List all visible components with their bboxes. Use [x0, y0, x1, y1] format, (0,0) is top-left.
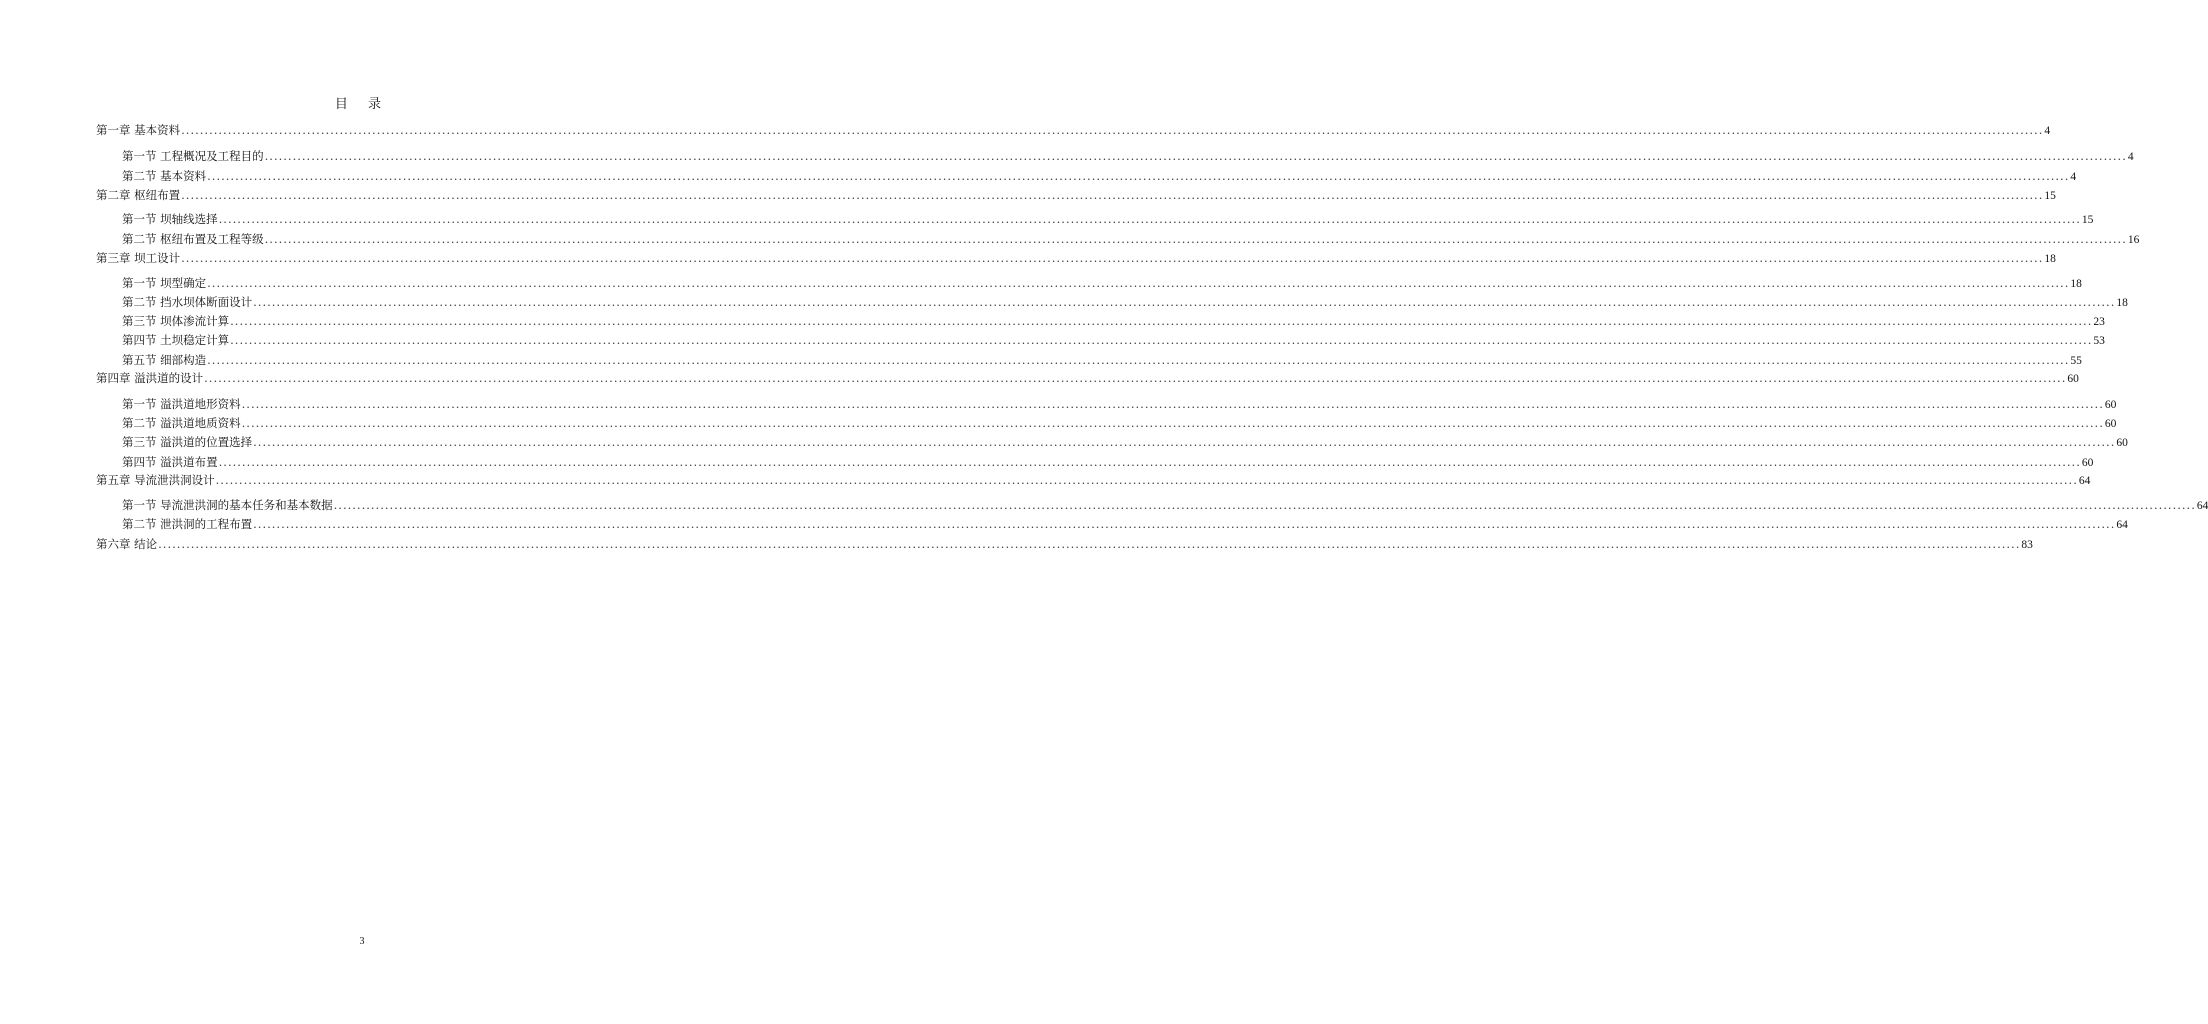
toc-dot-leader: ................................................................................................................................................................................................................................................................................................................................................................................................................ — [333, 498, 2196, 512]
toc-dot-leader: ................................................................................................................................................................................................................................................................................................................................................................................................................ — [264, 232, 2127, 246]
toc-chapter-entry[interactable] — [96, 122, 2051, 138]
toc-dot-leader: ................................................................................................................................................................................................................................................................................................................................................................................................................ — [204, 371, 2067, 385]
toc-dot-leader: ................................................................................................................................................................................................................................................................................................................................................................................................................ — [181, 123, 2044, 137]
toc-entry-page: 60 — [2116, 437, 2128, 449]
toc-entry-label: 第三节 坝体渗流计算 — [122, 314, 230, 328]
toc-section-entry[interactable] — [122, 294, 2128, 310]
toc-dot-leader: ................................................................................................................................................................................................................................................................................................................................................................................................................ — [207, 276, 2070, 290]
toc-entry-label: 第一节 导流泄洪洞的基本任务和基本数据 — [122, 498, 333, 512]
toc-entry-label: 第一章 基本资料 — [96, 123, 181, 137]
toc-entry-label: 第一节 坝型确定 — [122, 276, 207, 290]
toc-section-entry[interactable] — [122, 168, 2077, 184]
toc-dot-leader: ................................................................................................................................................................................................................................................................................................................................................................................................................ — [158, 537, 2021, 551]
toc-entry-page: 16 — [2127, 234, 2140, 246]
toc-entry-label: 第二章 枢纽布置 — [96, 188, 181, 202]
toc-entry-page: 60 — [2104, 399, 2117, 411]
toc-title: 目 录 — [334, 97, 390, 112]
toc-entry-label: 第二节 挡水坝体断面设计 — [122, 295, 253, 309]
toc-entry-page: 15 — [2081, 214, 2094, 226]
toc-section-entry[interactable] — [122, 396, 2117, 412]
toc-entry-page: 64 — [2078, 475, 2091, 487]
toc-entry-page: 60 — [2104, 418, 2117, 430]
toc-dot-leader: ................................................................................................................................................................................................................................................................................................................................................................................................................ — [230, 314, 2093, 328]
toc-entry-label: 第二节 泄洪洞的工程布置 — [122, 517, 253, 531]
toc-entry-page: 4 — [2070, 171, 2077, 183]
toc-section-entry[interactable] — [122, 454, 2094, 470]
toc-entry-label: 第三节 溢洪道的位置选择 — [122, 435, 253, 449]
toc-dot-leader: ................................................................................................................................................................................................................................................................................................................................................................................................................ — [253, 517, 2116, 531]
toc-section-entry[interactable] — [122, 211, 2094, 227]
toc-dot-leader: ................................................................................................................................................................................................................................................................................................................................................................................................................ — [181, 188, 2044, 202]
toc-dot-leader: ................................................................................................................................................................................................................................................................................................................................................................................................................ — [207, 169, 2070, 183]
toc-entry-page: 4 — [2127, 151, 2134, 163]
toc-entry-page: 64 — [2116, 519, 2128, 531]
toc-entry-label: 第五章 导流泄洪洞设计 — [96, 473, 215, 487]
toc-section-entry[interactable] — [122, 516, 2128, 532]
toc-chapter-entry[interactable] — [96, 250, 2056, 266]
toc-entry-page: 15 — [2044, 190, 2056, 202]
toc-entry-label: 第五节 细部构造 — [122, 353, 207, 367]
toc-section-entry[interactable] — [122, 313, 2105, 329]
toc-dot-leader: ................................................................................................................................................................................................................................................................................................................................................................................................................ — [181, 251, 2044, 265]
toc-entry-label: 第四节 溢洪道布置 — [122, 455, 218, 469]
toc-entry-label: 第一节 溢洪道地形资料 — [122, 397, 241, 411]
toc-entry-page: 18 — [2044, 253, 2056, 265]
toc-section-entry[interactable] — [122, 434, 2128, 450]
toc-entry-label: 第一节 坝轴线选择 — [122, 212, 218, 226]
toc-section-entry[interactable] — [122, 275, 2082, 291]
toc-entry-page: 18 — [2070, 278, 2082, 290]
toc-dot-leader: ................................................................................................................................................................................................................................................................................................................................................................................................................ — [218, 455, 2081, 469]
toc-dot-leader: ................................................................................................................................................................................................................................................................................................................................................................................................................ — [253, 295, 2116, 309]
toc-entry-label: 第二节 溢洪道地质资料 — [122, 416, 241, 430]
toc-dot-leader: ................................................................................................................................................................................................................................................................................................................................................................................................................ — [230, 333, 2093, 347]
toc-section-entry[interactable] — [122, 148, 2134, 164]
toc-dot-leader: ................................................................................................................................................................................................................................................................................................................................................................................................................ — [241, 416, 2104, 430]
toc-dot-leader: ................................................................................................................................................................................................................................................................................................................................................................................................................ — [218, 212, 2081, 226]
toc-entry-page: 53 — [2093, 335, 2105, 347]
toc-dot-leader: ................................................................................................................................................................................................................................................................................................................................................................................................................ — [253, 435, 2116, 449]
toc-entry-label: 第六章 结论 — [96, 537, 158, 551]
toc-chapter-entry[interactable] — [96, 536, 2033, 552]
toc-entry-label: 第四节 土坝稳定计算 — [122, 333, 230, 347]
toc-dot-leader: ................................................................................................................................................................................................................................................................................................................................................................................................................ — [264, 149, 2127, 163]
toc-entry-page: 60 — [2081, 457, 2094, 469]
toc-section-entry[interactable] — [122, 231, 2140, 247]
toc-dot-leader: ................................................................................................................................................................................................................................................................................................................................................................................................................ — [241, 397, 2104, 411]
toc-section-entry[interactable] — [122, 497, 2208, 513]
toc-entry-page: 83 — [2021, 539, 2033, 551]
toc-dot-leader: ................................................................................................................................................................................................................................................................................................................................................................................................................ — [215, 473, 2078, 487]
toc-chapter-entry[interactable] — [96, 370, 2079, 386]
toc-chapter-entry[interactable] — [96, 472, 2091, 488]
toc-entry-page: 18 — [2116, 297, 2128, 309]
toc-section-entry[interactable] — [122, 415, 2117, 431]
toc-entry-page: 55 — [2070, 355, 2082, 367]
page-number: 3 — [359, 936, 365, 947]
toc-entry-label: 第二节 枢纽布置及工程等级 — [122, 232, 264, 246]
toc-section-entry[interactable] — [122, 352, 2082, 368]
toc-chapter-entry[interactable] — [96, 187, 2056, 203]
toc-entry-label: 第二节 基本资料 — [122, 169, 207, 183]
toc-entry-page: 60 — [2067, 373, 2079, 385]
toc-entry-page: 23 — [2093, 316, 2105, 328]
toc-section-entry[interactable] — [122, 332, 2105, 348]
toc-entry-page: 4 — [2044, 125, 2051, 137]
toc-entry-label: 第一节 工程概况及工程目的 — [122, 149, 264, 163]
toc-dot-leader: ................................................................................................................................................................................................................................................................................................................................................................................................................ — [207, 353, 2070, 367]
toc-entry-page: 64 — [2196, 500, 2208, 512]
toc-entry-label: 第三章 坝工设计 — [96, 251, 181, 265]
toc-entry-label: 第四章 溢洪道的设计 — [96, 371, 204, 385]
